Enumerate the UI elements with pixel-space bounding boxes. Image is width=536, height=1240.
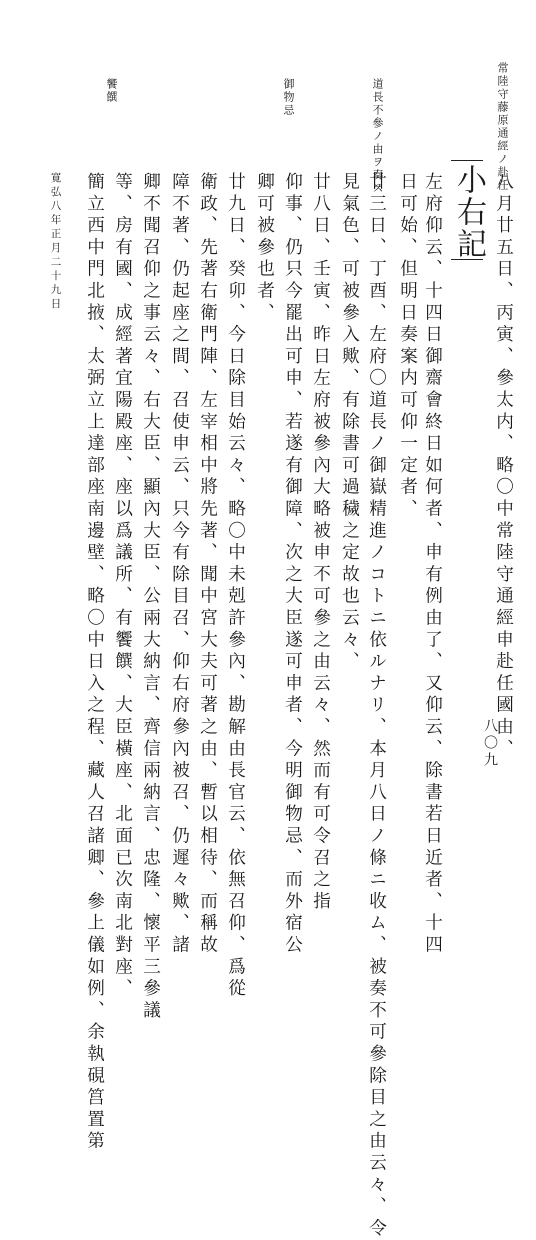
header-note-3: 御物忌 — [282, 78, 295, 117]
text-line-4: 廿三日、丁酉、左府〇道長ノ御嶽精進ノコトニ依ルナリ、本月八日ノ條ニ收ム、被奏不可參除目之由云々、令 — [366, 172, 387, 1240]
text-line-9: 廿九日、癸卯、今日除目始云々、略〇中未剋許參內、勘解由長官云、依無召仰、爲從 — [225, 172, 246, 1001]
text-line-11: 障不著、仍起座之間、召使申云、只今有除目召、仰右府參內被召、仍遲々歟、諸 — [169, 172, 190, 957]
text-line-10: 衛政、先著右衛門陣、左宰相中將先著、聞中宮大夫可著之由、暫以相待、而稱故 — [197, 172, 218, 957]
header-note-1: 常陸守藤原通經ノ赴任 — [496, 62, 509, 192]
footer-date: 寛弘八年正月二十九日 — [49, 172, 62, 312]
text-line-7: 仰事、仍只今罷出可申、若遂有御障、次之大臣遂可申者、今明御物忌、而外宿公 — [282, 172, 303, 957]
text-line-6: 廿八日、壬寅、昨日左府被參內大略被申不可參之由云々、然而有可令召之指 — [310, 172, 331, 914]
text-line-8: 卿可被參也者、 — [254, 172, 275, 325]
header-note-2: 道長不參ノ由ヲ奏ス — [371, 78, 384, 195]
text-line-5: 見氣色、可被參入歟、有除書可過穢之定故也云々、 — [339, 172, 360, 674]
text-line-1: 八月廿五日、丙寅、參太内、略〇中常陸守通經申赴任國由、 — [493, 172, 514, 761]
text-line-2: 左府仰云、十四日御齋會終日如何者、申有例由了、又仰云、除書若日近者、十四 — [422, 172, 443, 957]
header-note-4: 饗饌 — [105, 78, 118, 104]
page-number: 八〇九 — [482, 718, 498, 769]
text-line-12: 卿不聞召仰之事云々、右大臣、顯內大臣、公兩大納言、齊信兩納言、忠隆、懷平三參議 — [140, 172, 161, 1023]
source-title: 小右記 — [451, 164, 486, 260]
text-line-14: 簡立西中門北掖、太弼立上達部座南邊壁、略〇中日入之程、藏人召諸卿、參上儀如例、余執硯筥置第 — [84, 172, 105, 1153]
text-line-3: 日可始、但明日奏案内可仰一定者、 — [397, 172, 418, 521]
text-line-13: 等、房有國、成經著宜陽殿座、座以爲議所、有饗饌、大臣橫座、北面已次南北對座、 — [112, 172, 133, 1001]
